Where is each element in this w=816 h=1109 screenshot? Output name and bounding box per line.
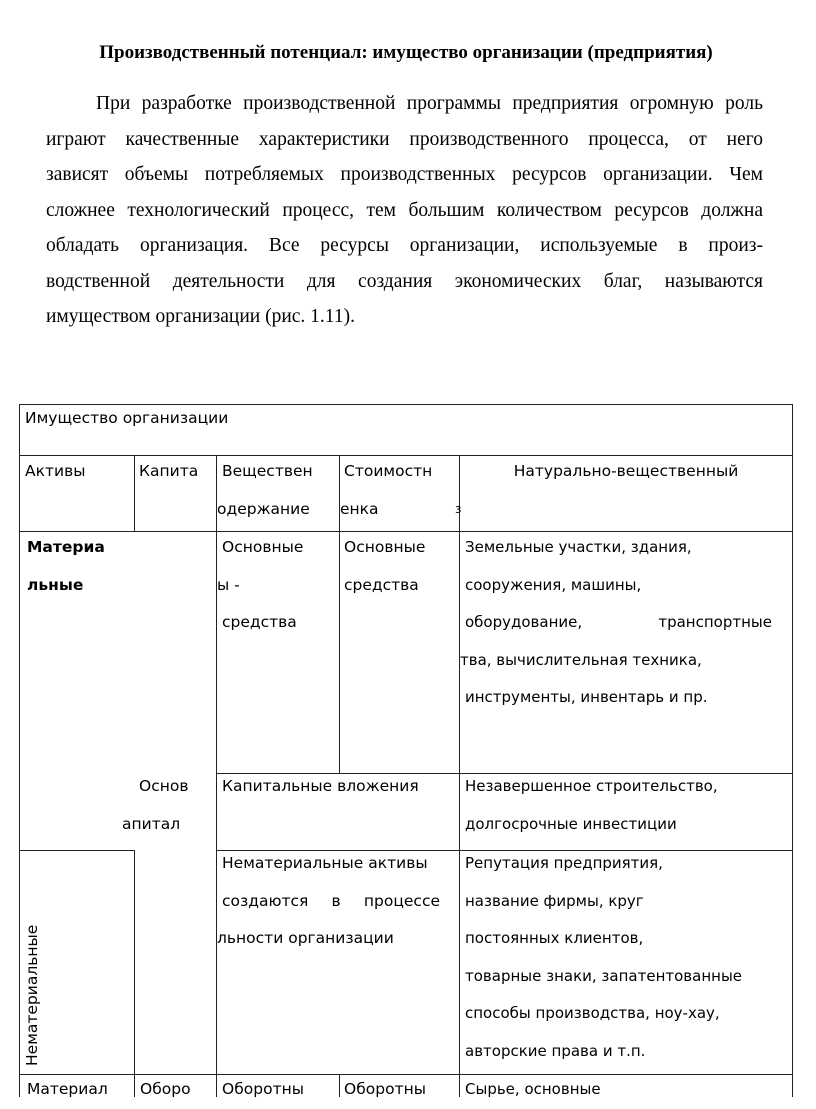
cell-line: льности организации — [217, 929, 394, 947]
header-value-estimate — [340, 453, 457, 528]
cell-line: Основные — [222, 538, 304, 556]
paragraph-line: При разработке производственной программы предприятия огромную роль — [96, 93, 763, 114]
paragraph-line: водственной деятельности для создания экономических благ, называются — [46, 270, 763, 292]
cell-line: средства — [222, 613, 297, 631]
cell-line: долгосрочные инвестиции — [465, 814, 677, 833]
table-col-divider — [134, 850, 135, 1097]
current-assets-content — [222, 1071, 337, 1109]
cell-line: название фирмы, круг — [465, 891, 644, 910]
paragraph-line: зависят объемы потребляемых производственных ресурсов организации. Чем — [46, 164, 763, 185]
cell-line: ы - — [217, 575, 240, 594]
header-line: Стоимостн — [344, 462, 433, 480]
cell-line: Репутация предприятия, — [465, 854, 663, 872]
table-border-right — [792, 404, 793, 1097]
cell-line: сооружения, машины, — [465, 575, 642, 594]
cell-line: авторские права и т.п. — [465, 1041, 646, 1060]
header-fragment-text: з — [455, 502, 462, 516]
cell-line: Основные — [344, 538, 426, 556]
cell-line: Основ — [139, 777, 189, 795]
table-rule — [19, 850, 134, 851]
cell-line: Оборотны — [344, 1080, 426, 1098]
current-assets-examples — [465, 1071, 775, 1109]
table-title-text: Имущество организации — [25, 409, 229, 427]
cell-line: Нематериальные активы — [222, 854, 428, 872]
header-assets-text: Активы — [25, 462, 86, 480]
cell-line: оборудование, — [465, 613, 583, 631]
cell-line: Оборо — [140, 1080, 191, 1098]
cell-line: апитал — [122, 814, 181, 833]
paragraph-line: сложнее технологический процесс, тем большим количеством ресурсов должна — [46, 199, 763, 221]
cell-line: Незавершенное строительство, — [465, 777, 718, 795]
current-capital — [140, 1071, 214, 1109]
cell-line: транспортные — [658, 613, 772, 631]
table-border-left — [19, 404, 20, 1097]
header-natural-material — [496, 453, 756, 491]
intangible-assets-examples — [460, 845, 776, 1070]
asset-intangible: Нематериальные — [23, 924, 41, 1066]
paragraph-line: играют качественные характеристики производственного процесса, от него — [46, 128, 763, 150]
header-capital-text: Капита — [139, 462, 199, 480]
cell-line: товарные знаки, запатентованные — [465, 966, 743, 985]
current-assets-value — [344, 1071, 457, 1109]
header-line: енка — [340, 499, 379, 518]
table-title — [25, 400, 785, 438]
asset-material — [27, 529, 133, 604]
intangible-assets-content — [217, 845, 443, 958]
cell-line: инструменты, инвентарь и пр. — [465, 688, 708, 706]
header-line: Веществен — [222, 462, 313, 480]
table-col-divider — [339, 1074, 340, 1097]
header-capital — [139, 453, 214, 491]
cell-line: Земельные участки, здания, — [465, 538, 692, 556]
fixed-assets-value — [340, 529, 457, 604]
fixed-assets-content — [217, 529, 337, 642]
asset-line: Материа — [27, 538, 105, 556]
cell-line: Капитальные вложения — [222, 777, 419, 795]
asset-line: льные — [27, 575, 84, 594]
header-line: Натурально-вещественный — [513, 462, 739, 480]
cell-line: Сырье, основные — [465, 1080, 601, 1098]
cell-line: способы производства, ноу-хау, — [465, 1004, 720, 1022]
cell-line: Оборотны — [222, 1080, 304, 1098]
header-fragment — [455, 491, 465, 529]
fixed-capital — [122, 768, 214, 843]
current-assets-type — [27, 1071, 133, 1109]
paragraph-line: имуществом организации (рис. 1.11). — [46, 306, 355, 327]
page-heading: Производственный потенциал: имущество организации (предприятия) — [99, 42, 713, 63]
capital-investments — [217, 768, 457, 806]
fixed-assets-examples — [460, 529, 776, 717]
cell-line: средства — [344, 575, 419, 594]
cell-line: создаются в процессе — [222, 891, 440, 910]
cell-line: постоянных клиентов, — [465, 929, 644, 947]
header-material-content — [217, 453, 337, 528]
header-assets — [25, 453, 131, 491]
cell-line: тва, вычислительная техника, — [460, 650, 702, 669]
table-col-divider — [134, 455, 135, 531]
capital-investments-examples — [460, 768, 776, 843]
paragraph-line: обладать организация. Все ресурсы организации, используемые в произ- — [46, 235, 763, 256]
cell-line: Материал — [27, 1080, 108, 1098]
header-line: одержание — [217, 499, 310, 518]
